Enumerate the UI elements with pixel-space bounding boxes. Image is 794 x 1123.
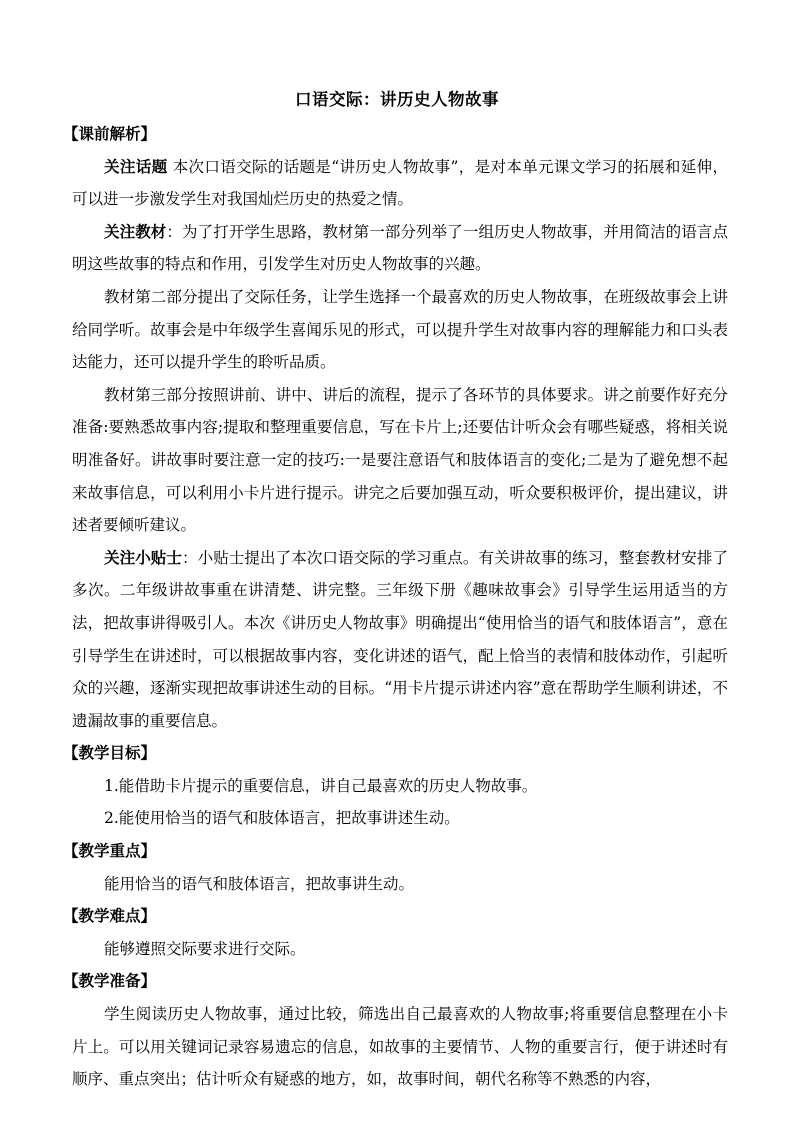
- focus-text: 能用恰当的语气和肢体语言，把故事讲生动。: [104, 874, 415, 893]
- document-body: [63, 118, 728, 1096]
- goal-item-1: 1.能借助卡片提示的重要信息，讲自己最喜欢的历史人物故事。: [104, 776, 538, 795]
- text-topic: 本次口语交际的话题是“讲历史人物故事”，是对本单元课文学习的拓展和延伸，可以进一步激发学生对我国灿烂历史的热爱之情。: [72, 157, 728, 209]
- prep-text: 学生阅读历史人物故事，通过比较，筛选出自己最喜欢的人物故事;将重要信息整理在小卡片上。可以用关键词记录容易遗忘的信息，如故事的主要情节、人物的重要言行，便于讲述时有顺序、重点突出；估计听众有疑惑的地方，如，故事时间，朝代名称等不熟悉的内容，: [72, 1005, 728, 1089]
- paragraph-tips: [72, 542, 728, 738]
- page-title: 口语交际：讲历史人物故事: [295, 90, 499, 109]
- section-heading-goals: 【教学目标】: [63, 744, 157, 763]
- goal-item-2: 2.能使用恰当的语气和肢体语言，把故事讲述生动。: [104, 809, 460, 828]
- text-textbook: ：为了打开学生思路，教材第一部分列举了一组历史人物故事，并用简洁的语言点明这些故事的特点和作用，引发学生对历史人物故事的兴趣。: [72, 222, 728, 274]
- text-tips: ：小贴士提出了本次口语交际的学习重点。有关讲故事的练习，整套教材安排了多次。二年级讲故事重在讲清楚、讲完整。三年级下册《趣味故事会》引导学生运用适当的方法，把故事讲得吸引人。本次《讲历史人物故事》明确提出“使用恰当的语气和肢体语言”，意在引导学生在讲述时，可以根据故事内容，变化讲述的语气，配上恰当的表情和肢体动作，引起听众的兴趣，逐渐实现把故事讲述生动的目标。“用卡片提示讲述内容”意在帮助学生顺利讲述，不遗漏故事的重要信息。: [72, 548, 728, 730]
- lead-topic: 关注话题: [104, 157, 168, 176]
- difficulty-text: 能够遵照交际要求进行交际。: [104, 939, 306, 958]
- paragraph-topic: [72, 151, 728, 216]
- section-heading-pre: 【课前解析】: [63, 125, 157, 143]
- paragraph-textbook: [72, 216, 728, 281]
- section-heading-difficulty: 【教学难点】: [63, 907, 157, 926]
- paragraph-part-two: 教材第二部分提出了交际任务，让学生选择一个最喜欢的历史人物故事，在班级故事会上讲给同学听。故事会是中年级学生喜闻乐见的形式，可以提升学生对故事内容的理解能力和口头表达能力，还可以提升学生的聆听品质。: [72, 287, 728, 372]
- paragraph-part-three: 教材第三部分按照讲前、讲中、讲后的流程，提示了各环节的具体要求。讲之前要作好充分准备:要熟悉故事内容;提取和整理重要信息，写在卡片上;还要估计听众会有哪些疑惑，将相关说明准备好。讲故事时要注意一定的技巧:一是要注意语气和肢体语言的变化;二是为了避免想不起来故事信息，可以利用小卡片进行提示。讲完之后要加强互动，听众要积极评价，提出建议，讲述者要倾听建议。: [72, 385, 728, 535]
- lead-textbook: 关注教材: [104, 222, 167, 241]
- section-heading-focus: 【教学重点】: [63, 842, 157, 861]
- lead-tips: 关注小贴士: [104, 548, 183, 567]
- section-heading-prep: 【教学准备】: [63, 972, 157, 991]
